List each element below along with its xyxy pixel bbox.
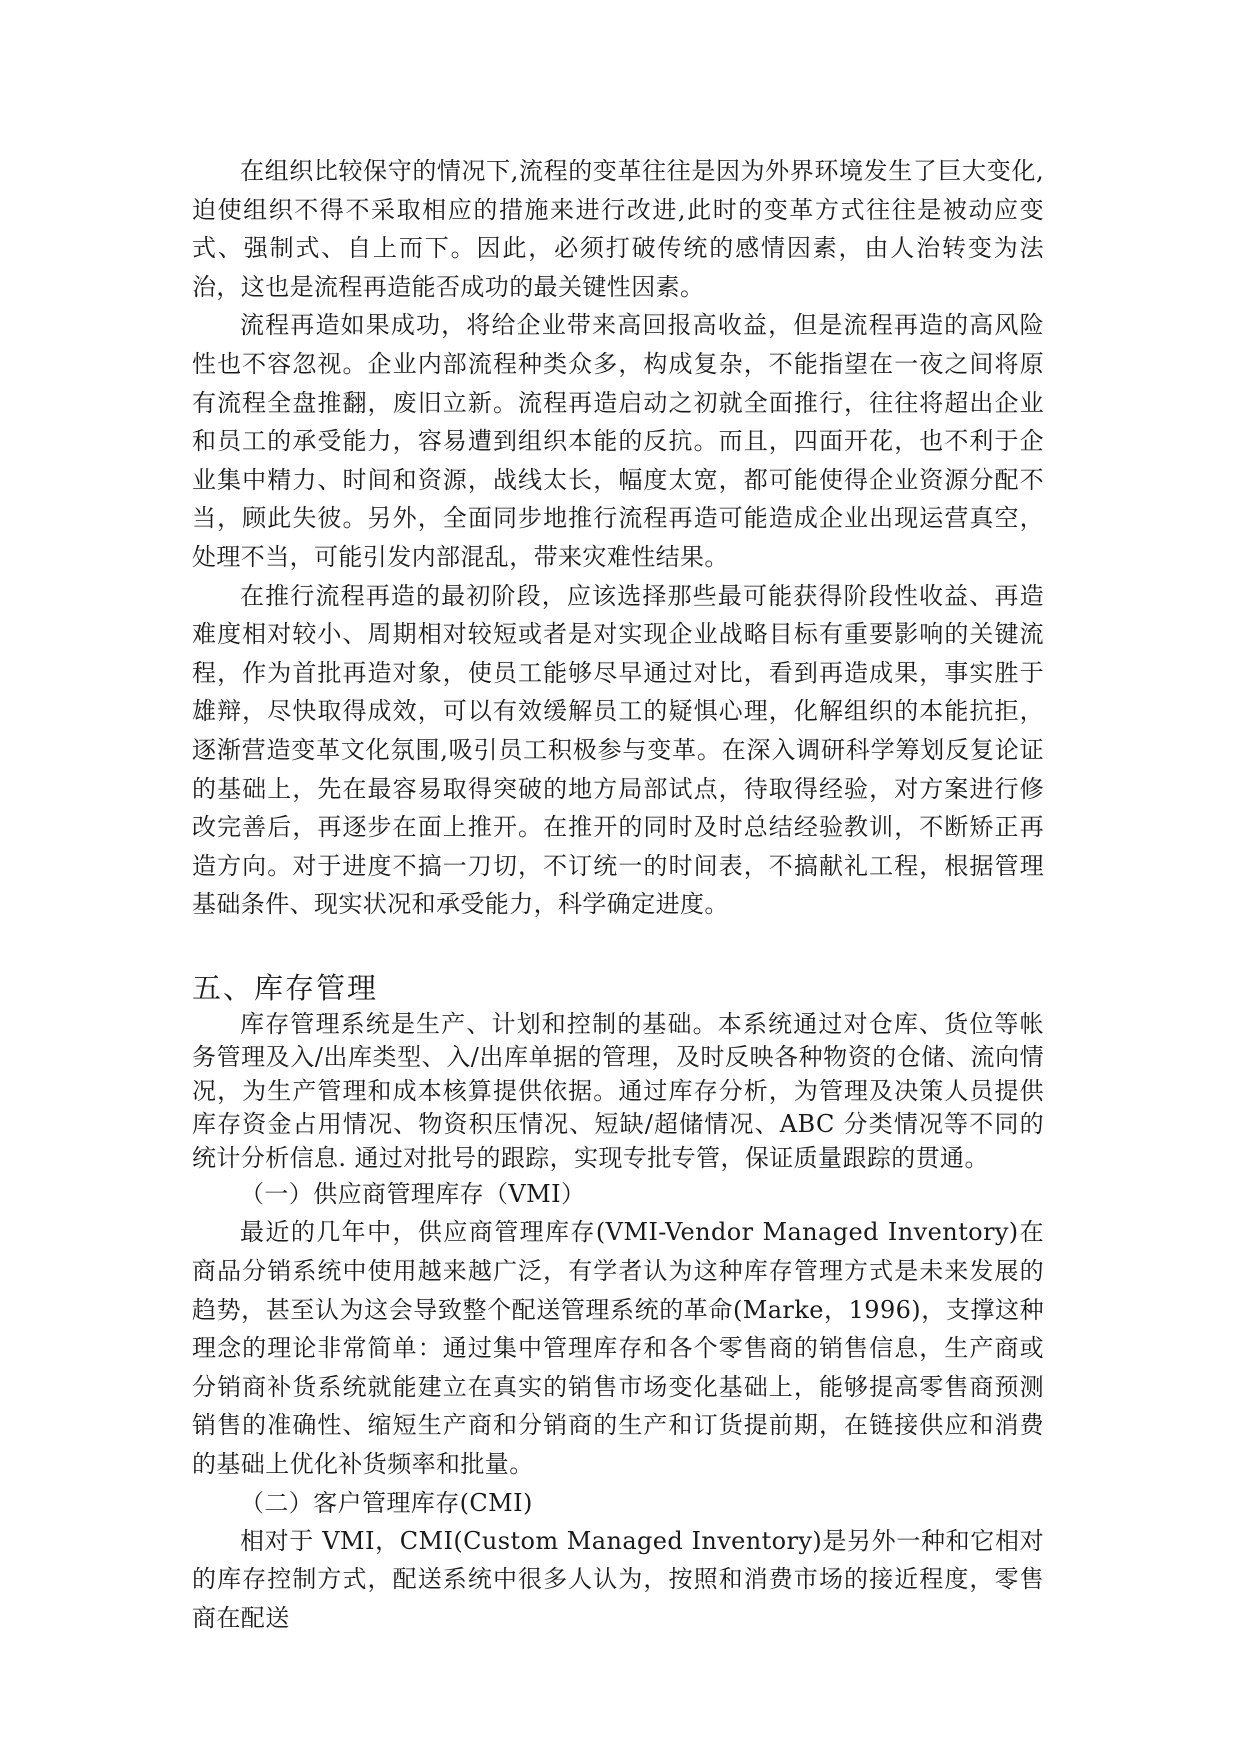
subsection-heading-cmi: （二）客户管理库存(CMI) [240,1488,533,1517]
body-paragraph-2: 流程再造如果成功，将给企业带来高回报高收益，但是流程再造的高风险性也不容忽视。企业内部流程种类众多，构成复杂，不能指望在一夜之间将原有流程全盘推翻，废旧立新。流程再造启动之初就全面推行，往往将超出企业和员工的承受能力，容易遭到组织本能的反抗。而且，四面开花，也不利于企业集中精力、时间和资源，战线太长，幅度太宽，都可能使得企业资源分配不当，顾此失彼。另外，全面同步地推行流程再造可能造成企业出现运营真空，处理不当，可能引发内部混乱，带来灾难性结果。 [192,311,1044,571]
section-intro-paragraph: 库存管理系统是生产、计划和控制的基础。本系统通过对仓库、货位等帐务管理及入/出库类型、入/出库单据的管理，及时反映各种物资的仓储、流向情况，为生产管理和成本核算提供依据。通过库存分析，为管理及决策人员提供库存资金占用情况、物资积压情况、短缺/超储情况、ABC 分类情况等不同的统计分析信息. 通过对批号的跟踪，实现专批专管，保证质量跟踪的贯通。 [192,1009,1044,1172]
document-page [192,152,1044,1637]
section-heading: 五、库存管理 [192,970,379,1005]
body-paragraph-3: 在推行流程再造的最初阶段，应该选择那些最可能获得阶段性收益、再造难度相对较小、周期相对较短或者是对实现企业战略目标有重要影响的关键流程，作为首批再造对象，使员工能够尽早通过对比，看到再造成果，事实胜于雄辩，尽快取得成效，可以有效缓解员工的疑惧心理，化解组织的本能抗拒，逐渐营造变革文化氛围,吸引员工积极参与变革。在深入调研科学筹划反复论证的基础上，先在最容易取得突破的地方局部试点，待取得经验，对方案进行修改完善后，再逐步在面上推开。在推开的同时及时总结经验教训，不断矫正再造方向。对于进度不搞一刀切，不订统一的时间表，不搞献礼工程，根据管理基础条件、现实状况和承受能力，科学确定进度。 [192,581,1044,919]
subsection-heading-vmi: （一）供应商管理库存（VMI） [240,1180,586,1209]
subsection-body-vmi: 最近的几年中，供应商管理库存(VMI-Vendor Managed Inventory)在商品分销系统中使用越来越广泛，有学者认为这种库存管理方式是未来发展的趋势，甚至认为这会导致整个配送管理系统的革命(Marke，1996)，支撑这种理念的理论非常简单：通过集中管理库存和各个零售商的销售信息，生产商或分销商补货系统就能建立在真实的销售市场变化基础上，能够提高零售商预测销售的准确性、缩短生产商和分销商的生产和订货提前期，在链接供应和消费的基础上优化补货频率和批量。 [192,1218,1044,1478]
subsection-body-cmi: 相对于 VMI，CMI(Custom Managed Inventory)是另外一种和它相对的库存控制方式，配送系统中很多人认为，按照和消费市场的接近程度，零售商在配送 [192,1526,1044,1632]
body-paragraph-1: 在组织比较保守的情况下,流程的变革往往是因为外界环境发生了巨大变化,迫使组织不得不采取相应的措施来进行改进,此时的变革方式往往是被动应变式、强制式、自上而下。因此，必须打破传统的感情因素，由人治转变为法治，这也是流程再造能否成功的最关键性因素。 [192,157,1044,301]
